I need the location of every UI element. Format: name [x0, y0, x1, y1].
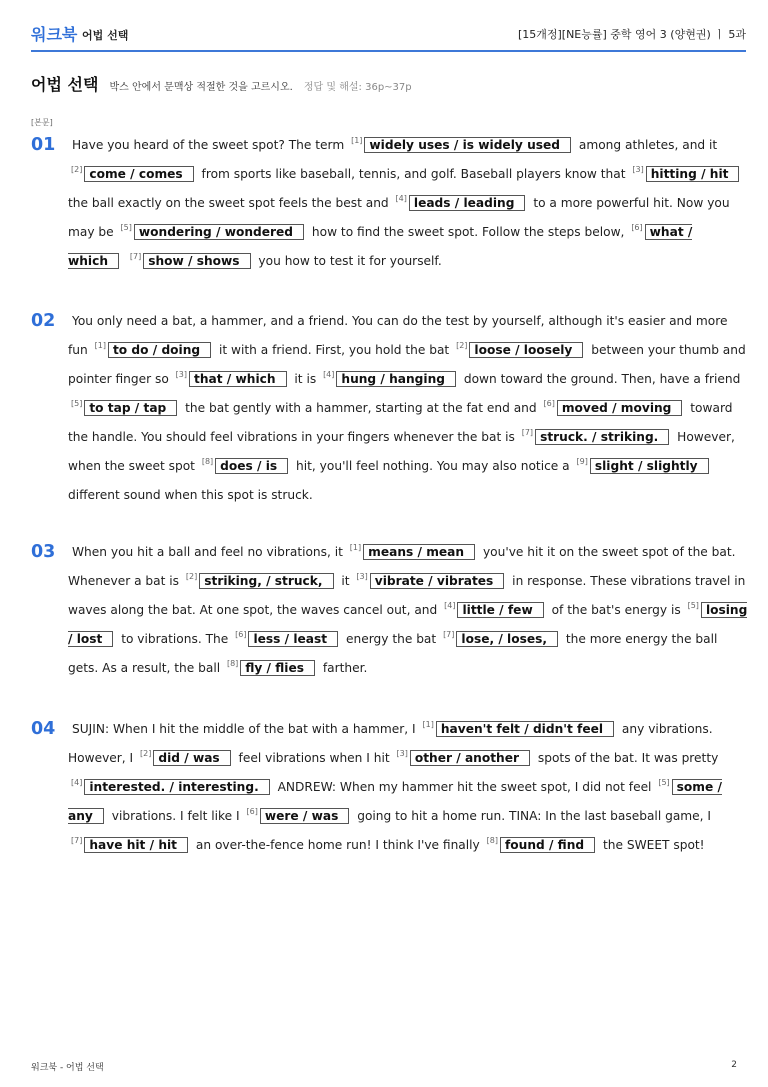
question-text: [68, 715, 748, 860]
blank-number: [4]: [323, 370, 335, 379]
passage-text: Have you heard of the sweet spot? The term: [72, 138, 349, 152]
passage-text: an over-the-fence home run! I think I've finally: [192, 838, 484, 852]
choice-box[interactable]: widely uses / is widely used: [364, 137, 571, 153]
blank-number: [5]: [658, 778, 670, 787]
choice-box[interactable]: to tap / tap: [84, 400, 177, 416]
question-number: 01: [31, 135, 56, 155]
passage-text: the ball exactly on the sweet spot feels the best and: [68, 196, 393, 210]
choice-box[interactable]: leads / leading: [409, 195, 526, 211]
passage-text: feel vibrations when I hit: [234, 751, 394, 765]
section-title: 어법 선택: [31, 75, 99, 94]
question-2: [31, 307, 748, 510]
passage-text: between your thumb and pointer finger so: [68, 343, 746, 386]
blank-number: [2]: [71, 165, 83, 174]
passage-text: different sound when this spot is struck.: [68, 488, 313, 502]
blank-number: [1]: [94, 341, 106, 350]
blank-number: [7]: [443, 630, 455, 639]
section-heading: [31, 72, 412, 95]
blank-number: [4]: [395, 194, 407, 203]
blank-number: [5]: [71, 399, 83, 408]
choice-box[interactable]: show / shows: [143, 253, 250, 269]
question-number: 02: [31, 311, 56, 331]
blank-number: [8]: [486, 836, 498, 845]
question-4: [31, 715, 748, 860]
choice-box[interactable]: little / few: [457, 602, 543, 618]
blank-number: [4]: [71, 778, 83, 787]
blank-number: [5]: [120, 223, 132, 232]
page-number: 2: [731, 1060, 737, 1070]
blank-number: [7]: [129, 252, 142, 261]
choice-box[interactable]: did / was: [153, 750, 230, 766]
header-subtitle: 어법 선택: [82, 29, 129, 42]
choice-box[interactable]: striking, / struck,: [199, 573, 333, 589]
choice-box[interactable]: have hit / hit: [84, 837, 188, 853]
blank-number: [9]: [576, 457, 588, 466]
question-1: [31, 131, 748, 276]
passage-text: toward the handle. You should feel vibrations in your fingers whenever the bat is: [68, 401, 733, 444]
passage-text: SUJIN: When I hit the middle of the bat with a hammer, I: [72, 722, 420, 736]
footer-title: 워크북 - 어법 선택: [31, 1063, 104, 1073]
passage-text: the bat gently with a hammer, starting at the fat end and: [181, 401, 541, 415]
passage-text: ANDREW: When my hammer hit the sweet spot, I did not feel: [273, 780, 656, 794]
choice-box[interactable]: losing / lost: [68, 603, 748, 646]
blank-number: [3]: [396, 749, 408, 758]
choice-box[interactable]: hitting / hit: [646, 166, 740, 182]
blank-number: [5]: [687, 601, 699, 610]
choice-box[interactable]: to do / doing: [108, 342, 211, 358]
passage-text: down toward the ground. Then, have a friend: [459, 372, 741, 386]
blank-number: [8]: [201, 457, 214, 466]
choice-box[interactable]: come / comes: [84, 166, 193, 182]
question-text: [68, 307, 748, 510]
passage-text: When you hit a ball and feel no vibrations, it: [72, 545, 347, 559]
blank-number: [2]: [185, 572, 198, 581]
question-text: [68, 538, 748, 683]
blank-number: [6]: [543, 399, 555, 408]
choice-box[interactable]: means / mean: [363, 544, 475, 560]
question-3: [31, 538, 748, 683]
blank-number: [4]: [444, 601, 456, 610]
passage-text: going to hit a home run. TINA: In the last baseball game, I: [353, 809, 711, 823]
course-info: [15개정][NE능률] 중학 영어 3 (양현권) ㅣ 5과: [517, 28, 746, 41]
passage-text: in response. These vibrations travel in waves along the bat. At one spot, the waves cancel out, and: [68, 574, 746, 617]
blank-number: [1]: [422, 720, 434, 729]
passage-text: spots of the bat. It was pretty: [534, 751, 719, 765]
choice-box[interactable]: less / least: [248, 631, 338, 647]
passage-text: you how to test it for yourself.: [254, 254, 442, 268]
passage-text: of the bat's energy is: [547, 603, 685, 617]
blank-number: [2]: [456, 341, 468, 350]
passage-text: vibrations. I felt like I: [107, 809, 244, 823]
choice-box[interactable]: slight / slightly: [590, 458, 709, 474]
question-number: 04: [31, 719, 56, 739]
passage-text: the more energy the ball gets. As a result, the ball: [68, 632, 718, 675]
passage-text: to a more powerful hit. Now you may be: [68, 196, 730, 239]
blank-number: [3]: [356, 572, 368, 581]
blank-number: [3]: [175, 370, 188, 379]
passage-text: You only need a bat, a hammer, and a friend. You can do the test by yourself, although it's easier and more fun: [68, 314, 728, 357]
passage-text: to vibrations. The: [117, 632, 233, 646]
choice-box[interactable]: vibrate / vibrates: [370, 573, 505, 589]
blank-number: [6]: [246, 807, 258, 816]
blank-number: [6]: [631, 223, 643, 232]
choice-box[interactable]: hung / hanging: [336, 371, 456, 387]
passage-text: it: [337, 574, 354, 588]
choice-box[interactable]: were / was: [260, 808, 349, 824]
question-number: 03: [31, 542, 56, 562]
passage-text: among athletes, and it: [575, 138, 718, 152]
choice-box[interactable]: lose, / loses,: [456, 631, 558, 647]
passage-text: how to find the sweet spot. Follow the steps below,: [308, 225, 629, 239]
passage-text: However, when the sweet spot: [68, 430, 735, 473]
choice-box[interactable]: fly / flies: [240, 660, 315, 676]
blank-number: [1]: [351, 136, 363, 145]
choice-box[interactable]: some / any: [68, 780, 722, 823]
passage-text: it with a friend. First, you hold the bat: [215, 343, 454, 357]
choice-box[interactable]: does / is: [215, 458, 288, 474]
passage-text: from sports like baseball, tennis, and golf. Baseball players know that: [197, 167, 630, 181]
blank-number: [8]: [226, 659, 239, 668]
blank-number: [7]: [521, 428, 534, 437]
question-text: [68, 131, 748, 276]
passage-text: [123, 254, 127, 268]
choice-box[interactable]: wondering / wondered: [134, 224, 304, 240]
blank-number: [6]: [235, 630, 247, 639]
choice-box[interactable]: other / another: [410, 750, 530, 766]
choice-box[interactable]: loose / loosely: [469, 342, 583, 358]
choice-box[interactable]: struck. / striking.: [535, 429, 669, 445]
choice-box[interactable]: interested. / interesting.: [84, 779, 269, 795]
choice-box[interactable]: moved / moving: [557, 400, 683, 416]
answer-reference: 정답 및 해설: 36p~37p: [303, 82, 412, 93]
blank-number: [2]: [140, 749, 152, 758]
passage-text: it is: [290, 372, 321, 386]
blank-number: [1]: [349, 543, 362, 552]
passage-text: hit, you'll feel nothing. You may also notice a: [292, 459, 574, 473]
choice-box[interactable]: found / find: [500, 837, 595, 853]
blank-number: [3]: [632, 165, 644, 174]
section-instruction: 박스 안에서 문맥상 적절한 것을 고르시오.: [109, 82, 293, 93]
brand-title: 워크북: [31, 25, 78, 44]
choice-box[interactable]: haven't felt / didn't feel: [436, 721, 614, 737]
header-bar: [31, 20, 746, 52]
passage-text: you've hit it on the sweet spot of the bat. Whenever a bat is: [68, 545, 736, 588]
passage-text: energy the bat: [342, 632, 441, 646]
choice-box[interactable]: that / which: [189, 371, 287, 387]
passage-text: farther.: [318, 661, 368, 675]
blank-number: [7]: [71, 836, 83, 845]
choice-box[interactable]: what / which: [68, 225, 693, 268]
passage-text: the SWEET spot!: [599, 838, 705, 852]
passage-text: any vibrations. However, I: [68, 722, 713, 765]
passage-label: [본문]: [31, 118, 53, 127]
